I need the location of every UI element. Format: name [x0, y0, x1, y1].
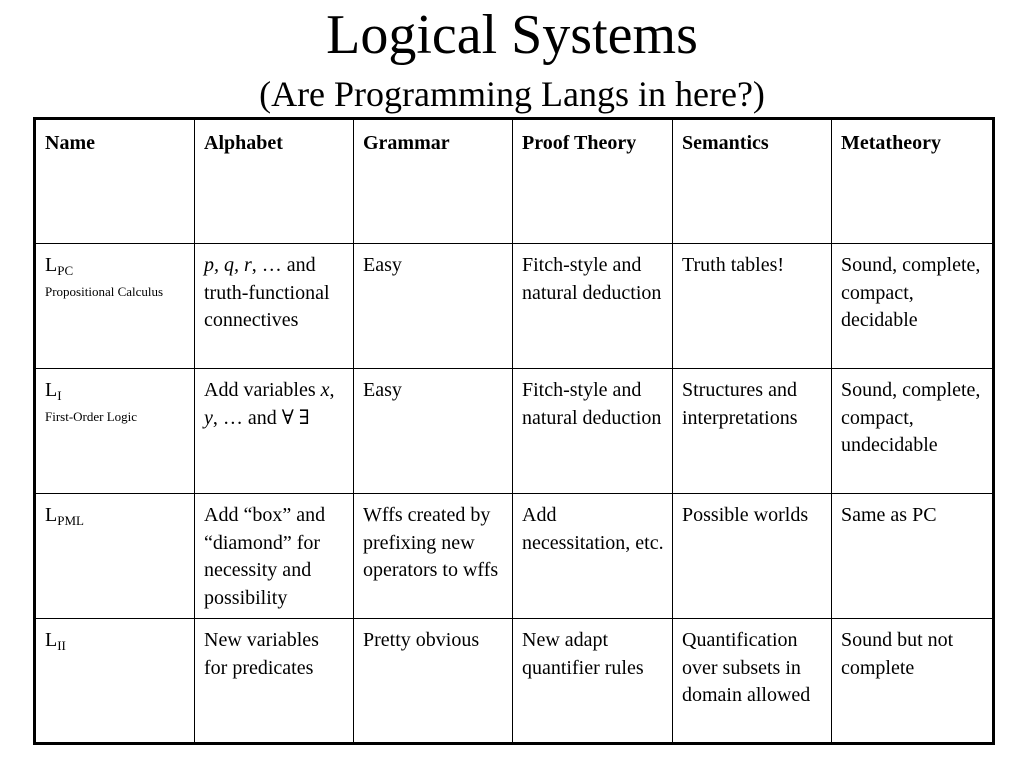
system-letter: L — [45, 504, 58, 526]
cell-name — [35, 244, 195, 369]
system-subscript: PML — [57, 513, 84, 528]
header-name: Name — [35, 119, 195, 244]
alphabet-rest: , … and truth-functional connectives — [204, 254, 330, 331]
table-row — [35, 619, 994, 744]
table-row — [35, 494, 994, 619]
system-letter: L — [45, 254, 58, 276]
cell-proof-theory: New adapt quantifier rules — [513, 619, 673, 744]
cell-alphabet: New variables for predicates — [195, 619, 354, 744]
cell-proof-theory: Fitch-style and natural deduction — [513, 244, 673, 369]
cell-semantics: Possible worlds — [673, 494, 832, 619]
alphabet-post: , … and ∀ ∃ — [212, 406, 310, 429]
cell-grammar: Easy — [354, 369, 513, 494]
alphabet-var-x: x — [320, 379, 330, 401]
cell-name — [35, 619, 195, 744]
system-subscript: II — [57, 638, 66, 653]
cell-grammar: Wffs created by prefixing new operators to wffs — [354, 494, 513, 619]
table-header-row — [35, 119, 994, 244]
logical-systems-table — [33, 117, 995, 745]
system-letter: L — [45, 379, 58, 401]
cell-grammar: Easy — [354, 244, 513, 369]
system-description: First-Order Logic — [45, 408, 138, 424]
cell-metatheory: Sound, complete, compact, decidable — [832, 244, 994, 369]
alphabet-variables: p, q, r — [204, 254, 252, 276]
system-letter: L — [45, 629, 58, 651]
header-semantics: Semantics — [673, 119, 832, 244]
cell-proof-theory: Add necessitation, etc. — [513, 494, 673, 619]
cell-semantics: Structures and interpretations — [673, 369, 832, 494]
cell-semantics: Truth tables! — [673, 244, 832, 369]
system-subscript: PC — [57, 263, 74, 278]
cell-alphabet: Add “box” and “diamond” for necessity and possibility — [195, 494, 354, 619]
alphabet-sep: , — [329, 379, 335, 401]
cell-metatheory: Sound, complete, compact, undecidable — [832, 369, 994, 494]
system-subscript: I — [57, 388, 62, 403]
header-proof-theory: Proof Theory — [513, 119, 673, 244]
header-metatheory: Metatheory — [832, 119, 994, 244]
alphabet-var-y: y — [204, 406, 213, 429]
cell-semantics: Quantification over subsets in domain allowed — [673, 619, 832, 744]
cell-metatheory: Sound but not complete — [832, 619, 994, 744]
header-alphabet: Alphabet — [195, 119, 354, 244]
system-description: Propositional Calculus — [45, 283, 164, 299]
slide-title: Logical Systems — [326, 4, 698, 66]
cell-name — [35, 369, 195, 494]
cell-grammar: Pretty obvious — [354, 619, 513, 744]
cell-name — [35, 494, 195, 619]
alphabet-pre: Add variables — [204, 379, 321, 401]
cell-proof-theory: Fitch-style and natural deduction — [513, 369, 673, 494]
table-row — [35, 244, 994, 369]
slide-subtitle: (Are Programming Langs in here?) — [259, 74, 765, 114]
cell-metatheory: Same as PC — [832, 494, 994, 619]
header-grammar: Grammar — [354, 119, 513, 244]
cell-alphabet — [195, 244, 354, 369]
cell-alphabet — [195, 369, 354, 494]
table-row — [35, 369, 994, 494]
